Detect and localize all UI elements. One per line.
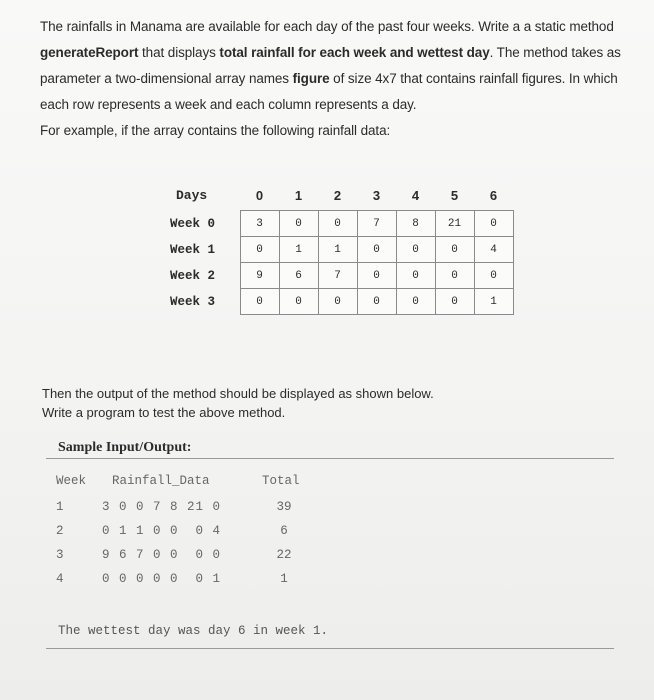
table-cell: 0 — [357, 237, 396, 263]
table-cell: 4 — [474, 237, 513, 263]
week-label: Week 1 — [170, 242, 216, 257]
problem-line-3-end: of size 4x7 that contains rainfall figures. In which — [329, 71, 618, 86]
table-cell: 0 — [240, 289, 279, 315]
day-header: 1 — [294, 187, 303, 203]
table-cell: 0 — [357, 289, 396, 315]
problem-line-2-end: . The method takes as — [489, 45, 621, 60]
table-cell: 21 — [435, 211, 474, 237]
day-header: 3 — [372, 187, 381, 203]
day-header: 4 — [411, 187, 420, 203]
header-total: Total — [262, 474, 300, 488]
method-name: generateReport — [40, 45, 139, 60]
followup-text — [42, 384, 562, 422]
header-week: Week — [56, 474, 87, 488]
week-label: Week 3 — [170, 294, 216, 309]
table-cell: 0 — [396, 263, 435, 289]
table-row — [170, 237, 513, 263]
output-total: 39 — [276, 500, 292, 514]
week-label: Week 2 — [170, 268, 216, 283]
table-cell: 7 — [318, 263, 357, 289]
table-cell: 8 — [396, 211, 435, 237]
output-total: 22 — [276, 548, 292, 562]
output-data: 0 0 0 0 0 0 1 — [102, 572, 222, 586]
rainfall-table — [170, 180, 514, 315]
output-row — [56, 524, 376, 546]
followup-line-1: Then the output of the method should be displayed as shown below. — [42, 386, 434, 401]
day-header: 5 — [450, 187, 459, 203]
table-cell: 0 — [318, 289, 357, 315]
output-week: 2 — [56, 524, 64, 538]
table-cell: 0 — [357, 263, 396, 289]
table-cell: 6 — [279, 263, 318, 289]
output-week: 4 — [56, 572, 64, 586]
day-header: 2 — [333, 187, 342, 203]
table-cell: 0 — [396, 237, 435, 263]
table-cell: 1 — [318, 237, 357, 263]
table-cell: 0 — [474, 263, 513, 289]
table-cell: 0 — [435, 263, 474, 289]
problem-line-4: each row represents a week and each column represents a day. — [40, 97, 417, 112]
followup-line-2: Write a program to test the above method. — [42, 405, 286, 420]
problem-line-1: The rainfalls in Manama are available for each day of the past four weeks. Write a a static method — [40, 19, 614, 34]
output-total: 1 — [280, 572, 288, 586]
table-row — [170, 289, 513, 315]
table-cell: 0 — [435, 237, 474, 263]
header-rainfall-data: Rainfall_Data — [112, 474, 210, 488]
sample-output — [56, 474, 376, 594]
day-header: 6 — [489, 187, 498, 203]
problem-line-2-bold: total rainfall for each week and wettest day — [219, 45, 490, 60]
table-cell: 0 — [474, 211, 513, 237]
divider — [46, 648, 614, 649]
divider — [46, 458, 614, 459]
output-data: 3 0 0 7 8 21 0 — [102, 500, 222, 514]
day-header: 0 — [255, 187, 264, 203]
output-row — [56, 500, 376, 522]
table-cell: 0 — [435, 289, 474, 315]
table-row — [170, 211, 513, 237]
table-cell: 1 — [474, 289, 513, 315]
output-week: 3 — [56, 548, 64, 562]
table-cell: 7 — [357, 211, 396, 237]
problem-statement — [40, 14, 640, 144]
table-cell: 0 — [279, 289, 318, 315]
problem-line-5: For example, if the array contains the following rainfall data: — [40, 123, 391, 138]
table-header-row — [170, 180, 513, 211]
output-data: 0 1 1 0 0 0 4 — [102, 524, 222, 538]
table-cell: 1 — [279, 237, 318, 263]
table-cell: 0 — [318, 211, 357, 237]
problem-line-2-mid: that displays — [138, 45, 220, 60]
sample-title: Sample Input/Output: — [58, 440, 192, 455]
table-cell: 0 — [396, 289, 435, 315]
table-cell: 0 — [279, 211, 318, 237]
output-data: 9 6 7 0 0 0 0 — [102, 548, 222, 562]
array-name: figure — [292, 71, 330, 86]
table-cell: 3 — [240, 211, 279, 237]
wettest-day-result: The wettest day was day 6 in week 1. — [58, 624, 329, 638]
output-row — [56, 548, 376, 570]
output-total: 6 — [280, 524, 288, 538]
table-cell: 0 — [240, 237, 279, 263]
output-row — [56, 572, 376, 594]
table-cell: 9 — [240, 263, 279, 289]
week-label: Week 0 — [170, 216, 216, 231]
table-row — [170, 263, 513, 289]
problem-line-3-start: parameter a two-dimensional array names — [40, 71, 293, 86]
problem-line-3 — [40, 66, 640, 92]
output-week: 1 — [56, 500, 64, 514]
days-corner-label: Days — [176, 187, 208, 203]
problem-line-2 — [40, 40, 640, 66]
